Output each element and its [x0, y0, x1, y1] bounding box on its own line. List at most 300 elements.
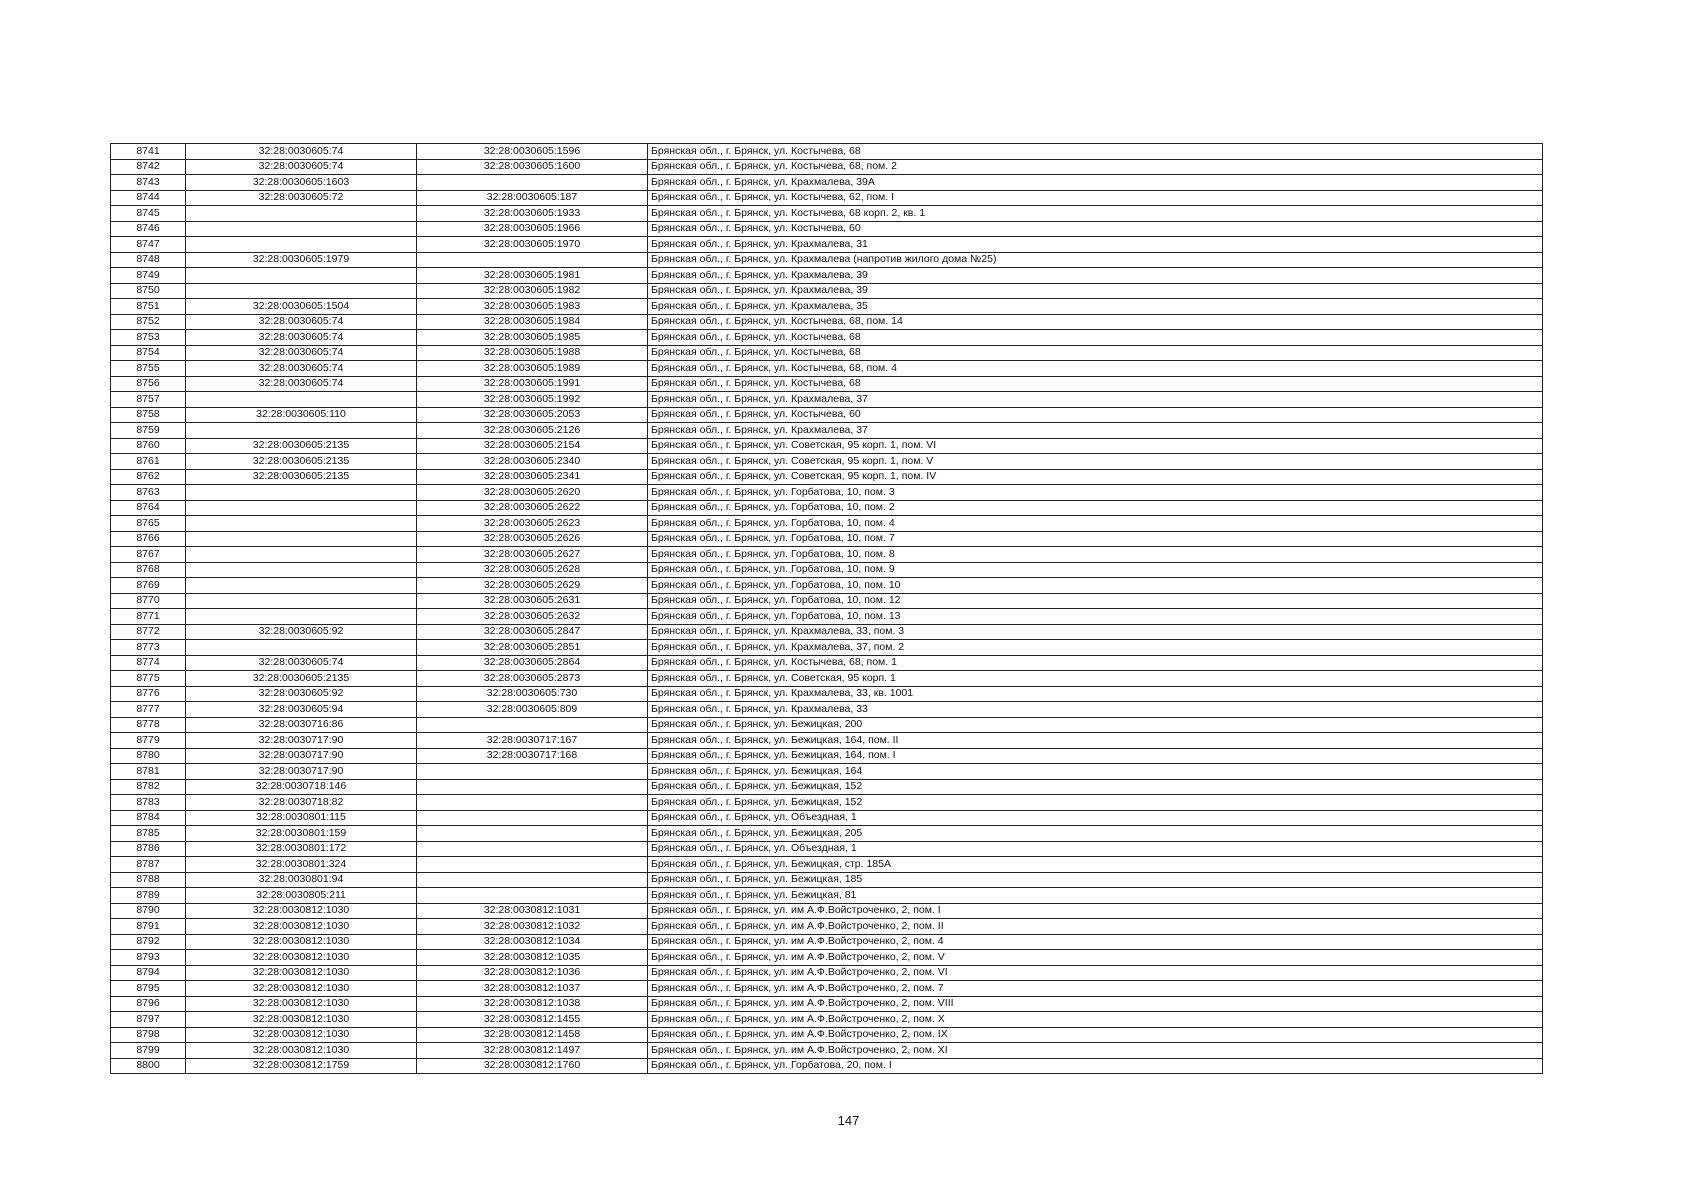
cadastral-number-cell: 32:28:0030812:1032: [417, 919, 648, 935]
table-row: [111, 640, 1543, 656]
cadastral-number-cell: 32:28:0030605:2126: [417, 423, 648, 439]
parent-cadastral-number-cell: 32:28:0030812:1030: [186, 919, 417, 935]
parent-cadastral-number-cell: 32:28:0030805:211: [186, 888, 417, 904]
address-cell: Брянская обл., г. Брянск, ул. Костычева, 68: [648, 376, 1543, 392]
row-number-cell: 8742: [111, 159, 186, 175]
parent-cadastral-number-cell: 32:28:0030812:1030: [186, 950, 417, 966]
row-number-cell: 8746: [111, 221, 186, 237]
parent-cadastral-number-cell: [186, 500, 417, 516]
address-cell: Брянская обл., г. Брянск, ул. им А.Ф.Войстроченко, 2, пом. I: [648, 903, 1543, 919]
table-row: [111, 159, 1543, 175]
parent-cadastral-number-cell: [186, 206, 417, 222]
row-number-cell: 8759: [111, 423, 186, 439]
row-number-cell: 8798: [111, 1027, 186, 1043]
table-row: [111, 996, 1543, 1012]
cadastral-number-cell: 32:28:0030812:1497: [417, 1043, 648, 1059]
table-row: [111, 531, 1543, 547]
address-cell: Брянская обл., г. Брянск, ул. Крахмалева, 35: [648, 299, 1543, 315]
row-number-cell: 8797: [111, 1012, 186, 1028]
row-number-cell: 8760: [111, 438, 186, 454]
row-number-cell: 8779: [111, 733, 186, 749]
address-cell: Брянская обл., г. Брянск, ул. Бежицкая, 81: [648, 888, 1543, 904]
address-cell: Брянская обл., г. Брянск, ул. Крахмалева, 37, пом. 2: [648, 640, 1543, 656]
table-row: [111, 733, 1543, 749]
cadastral-number-cell: 32:28:0030605:1981: [417, 268, 648, 284]
table-row: [111, 857, 1543, 873]
address-cell: Брянская обл., г. Брянск, ул. им А.Ф.Войстроченко, 2, пом. V: [648, 950, 1543, 966]
register-body: [111, 144, 1543, 1074]
parent-cadastral-number-cell: 32:28:0030605:94: [186, 702, 417, 718]
parent-cadastral-number-cell: [186, 531, 417, 547]
address-cell: Брянская обл., г. Брянск, ул. Костычева, 62, пом. I: [648, 190, 1543, 206]
cadastral-number-cell: 32:28:0030605:2629: [417, 578, 648, 594]
parent-cadastral-number-cell: [186, 237, 417, 253]
table-row: [111, 810, 1543, 826]
row-number-cell: 8799: [111, 1043, 186, 1059]
cadastral-number-cell: 32:28:0030605:2622: [417, 500, 648, 516]
row-number-cell: 8773: [111, 640, 186, 656]
row-number-cell: 8784: [111, 810, 186, 826]
parent-cadastral-number-cell: [186, 547, 417, 563]
parent-cadastral-number-cell: 32:28:0030605:74: [186, 159, 417, 175]
row-number-cell: 8787: [111, 857, 186, 873]
row-number-cell: 8752: [111, 314, 186, 330]
address-cell: Брянская обл., г. Брянск, ул. Горбатова, 10, пом. 13: [648, 609, 1543, 625]
address-cell: Брянская обл., г. Брянск, ул. Костычева, 68: [648, 345, 1543, 361]
row-number-cell: 8772: [111, 624, 186, 640]
row-number-cell: 8754: [111, 345, 186, 361]
cadastral-number-cell: 32:28:0030717:167: [417, 733, 648, 749]
cadastral-number-cell: 32:28:0030605:2340: [417, 454, 648, 470]
cadastral-number-cell: [417, 175, 648, 191]
address-cell: Брянская обл., г. Брянск, ул. им А.Ф.Войстроченко, 2, пом. 7: [648, 981, 1543, 997]
address-cell: Брянская обл., г. Брянск, ул. Костычева, 68: [648, 144, 1543, 160]
row-number-cell: 8767: [111, 547, 186, 563]
parent-cadastral-number-cell: 32:28:0030801:94: [186, 872, 417, 888]
table-row: [111, 376, 1543, 392]
parent-cadastral-number-cell: 32:28:0030812:1030: [186, 903, 417, 919]
table-row: [111, 686, 1543, 702]
row-number-cell: 8774: [111, 655, 186, 671]
table-row: [111, 841, 1543, 857]
parent-cadastral-number-cell: [186, 283, 417, 299]
cadastral-number-cell: 32:28:0030605:730: [417, 686, 648, 702]
address-cell: Брянская обл., г. Брянск, ул. Объездная, 1: [648, 841, 1543, 857]
cadastral-number-cell: 32:28:0030812:1037: [417, 981, 648, 997]
table-row: [111, 748, 1543, 764]
parent-cadastral-number-cell: 32:28:0030605:74: [186, 655, 417, 671]
row-number-cell: 8763: [111, 485, 186, 501]
parent-cadastral-number-cell: 32:28:0030605:2135: [186, 438, 417, 454]
address-cell: Брянская обл., г. Брянск, ул. Костычева, 68: [648, 330, 1543, 346]
parent-cadastral-number-cell: 32:28:0030605:74: [186, 314, 417, 330]
cadastral-number-cell: 32:28:0030812:1035: [417, 950, 648, 966]
parent-cadastral-number-cell: 32:28:0030812:1030: [186, 934, 417, 950]
address-cell: Брянская обл., г. Брянск, ул. Крахмалева, 33: [648, 702, 1543, 718]
cadastral-number-cell: [417, 764, 648, 780]
row-number-cell: 8762: [111, 469, 186, 485]
table-row: [111, 283, 1543, 299]
cadastral-number-cell: 32:28:0030812:1036: [417, 965, 648, 981]
cadastral-number-cell: 32:28:0030605:2627: [417, 547, 648, 563]
address-cell: Брянская обл., г. Брянск, ул. Бежицкая, стр. 185А: [648, 857, 1543, 873]
address-cell: Брянская обл., г. Брянск, ул. Горбатова, 10, пом. 3: [648, 485, 1543, 501]
cadastral-number-cell: 32:28:0030812:1760: [417, 1058, 648, 1074]
table-row: [111, 469, 1543, 485]
row-number-cell: 8781: [111, 764, 186, 780]
row-number-cell: 8766: [111, 531, 186, 547]
cadastral-number-cell: 32:28:0030605:2626: [417, 531, 648, 547]
table-row: [111, 237, 1543, 253]
address-cell: Брянская обл., г. Брянск, ул. Советская, 95 корп. 1, пом. V: [648, 454, 1543, 470]
cadastral-number-cell: 32:28:0030605:1596: [417, 144, 648, 160]
row-number-cell: 8756: [111, 376, 186, 392]
address-cell: Брянская обл., г. Брянск, ул. Костычева, 68, пом. 14: [648, 314, 1543, 330]
address-cell: Брянская обл., г. Брянск, ул. им А.Ф.Войстроченко, 2, пом. VI: [648, 965, 1543, 981]
cadastral-number-cell: 32:28:0030605:1989: [417, 361, 648, 377]
row-number-cell: 8741: [111, 144, 186, 160]
row-number-cell: 8778: [111, 717, 186, 733]
row-number-cell: 8770: [111, 593, 186, 609]
row-number-cell: 8743: [111, 175, 186, 191]
address-cell: Брянская обл., г. Брянск, ул. Бежицкая, 164, пом. II: [648, 733, 1543, 749]
table-row: [111, 919, 1543, 935]
address-cell: Брянская обл., г. Брянск, ул. Советская, 95 корп. 1, пом. IV: [648, 469, 1543, 485]
table-row: [111, 655, 1543, 671]
table-row: [111, 500, 1543, 516]
row-number-cell: 8789: [111, 888, 186, 904]
parent-cadastral-number-cell: 32:28:0030812:1030: [186, 1012, 417, 1028]
parent-cadastral-number-cell: 32:28:0030605:110: [186, 407, 417, 423]
cadastral-number-cell: 32:28:0030605:1970: [417, 237, 648, 253]
row-number-cell: 8777: [111, 702, 186, 718]
row-number-cell: 8761: [111, 454, 186, 470]
parent-cadastral-number-cell: 32:28:0030605:1504: [186, 299, 417, 315]
table-row: [111, 702, 1543, 718]
cadastral-number-cell: 32:28:0030605:1982: [417, 283, 648, 299]
cadastral-number-cell: 32:28:0030605:2847: [417, 624, 648, 640]
address-cell: Брянская обл., г. Брянск, ул. Бежицкая, 152: [648, 779, 1543, 795]
cadastral-number-cell: [417, 888, 648, 904]
parent-cadastral-number-cell: 32:28:0030812:1030: [186, 1043, 417, 1059]
address-cell: Брянская обл., г. Брянск, ул. Крахмалева, 33, кв. 1001: [648, 686, 1543, 702]
address-cell: Брянская обл., г. Брянск, ул. Горбатова, 10, пом. 7: [648, 531, 1543, 547]
parent-cadastral-number-cell: 32:28:0030812:1030: [186, 1027, 417, 1043]
row-number-cell: 8775: [111, 671, 186, 687]
parent-cadastral-number-cell: [186, 593, 417, 609]
address-cell: Брянская обл., г. Брянск, ул. Горбатова, 10, пом. 8: [648, 547, 1543, 563]
address-cell: Брянская обл., г. Брянск, ул. Крахмалева, 33, пом. 3: [648, 624, 1543, 640]
address-cell: Брянская обл., г. Брянск, ул. им А.Ф.Войстроченко, 2, пом. II: [648, 919, 1543, 935]
parent-cadastral-number-cell: [186, 423, 417, 439]
address-cell: Брянская обл., г. Брянск, ул. Бежицкая, 185: [648, 872, 1543, 888]
table-row: [111, 593, 1543, 609]
row-number-cell: 8757: [111, 392, 186, 408]
cadastral-number-cell: [417, 795, 648, 811]
cadastral-number-cell: 32:28:0030605:2623: [417, 516, 648, 532]
parent-cadastral-number-cell: 32:28:0030718:146: [186, 779, 417, 795]
parent-cadastral-number-cell: 32:28:0030605:2135: [186, 469, 417, 485]
cadastral-number-cell: 32:28:0030605:2631: [417, 593, 648, 609]
address-cell: Брянская обл., г. Брянск, ул. Объездная, 1: [648, 810, 1543, 826]
row-number-cell: 8765: [111, 516, 186, 532]
row-number-cell: 8780: [111, 748, 186, 764]
address-cell: Брянская обл., г. Брянск, ул. Бежицкая, 152: [648, 795, 1543, 811]
row-number-cell: 8793: [111, 950, 186, 966]
table-row: [111, 578, 1543, 594]
parent-cadastral-number-cell: 32:28:0030605:74: [186, 376, 417, 392]
table-row: [111, 872, 1543, 888]
table-row: [111, 671, 1543, 687]
address-cell: Брянская обл., г. Брянск, ул. Костычева, 68 корп. 2, кв. 1: [648, 206, 1543, 222]
address-cell: Брянская обл., г. Брянск, ул. Советская, 95 корп. 1, пом. VI: [648, 438, 1543, 454]
table-row: [111, 934, 1543, 950]
address-cell: Брянская обл., г. Брянск, ул. Крахмалева (напротив жилого дома №25): [648, 252, 1543, 268]
cadastral-number-cell: 32:28:0030812:1034: [417, 934, 648, 950]
cadastral-number-cell: 32:28:0030605:2628: [417, 562, 648, 578]
cadastral-number-cell: 32:28:0030605:1966: [417, 221, 648, 237]
parent-cadastral-number-cell: 32:28:0030605:2135: [186, 454, 417, 470]
address-cell: Брянская обл., г. Брянск, ул. Горбатова, 10, пом. 10: [648, 578, 1543, 594]
table-row: [111, 221, 1543, 237]
cadastral-number-cell: 32:28:0030605:2873: [417, 671, 648, 687]
cadastral-number-cell: [417, 717, 648, 733]
table-row: [111, 206, 1543, 222]
address-cell: Брянская обл., г. Брянск, ул. им А.Ф.Войстроченко, 2, пом. XI: [648, 1043, 1543, 1059]
table-row: [111, 1012, 1543, 1028]
cadastral-number-cell: 32:28:0030605:2341: [417, 469, 648, 485]
row-number-cell: 8745: [111, 206, 186, 222]
document-sheet: [110, 143, 1542, 1074]
parent-cadastral-number-cell: 32:28:0030605:72: [186, 190, 417, 206]
table-row: [111, 624, 1543, 640]
address-cell: Брянская обл., г. Брянск, ул. Костычева, 68, пом. 2: [648, 159, 1543, 175]
address-cell: Брянская обл., г. Брянск, ул. Крахмалева, 39: [648, 283, 1543, 299]
cadastral-number-cell: 32:28:0030605:187: [417, 190, 648, 206]
cadastral-number-cell: [417, 857, 648, 873]
row-number-cell: 8782: [111, 779, 186, 795]
address-cell: Брянская обл., г. Брянск, ул. Костычева, 68, пом. 1: [648, 655, 1543, 671]
table-row: [111, 1043, 1543, 1059]
address-cell: Брянская обл., г. Брянск, ул. Крахмалева, 31: [648, 237, 1543, 253]
parent-cadastral-number-cell: 32:28:0030812:1030: [186, 965, 417, 981]
cadastral-number-cell: [417, 826, 648, 842]
address-cell: Брянская обл., г. Брянск, ул. им А.Ф.Войстроченко, 2, пом. X: [648, 1012, 1543, 1028]
table-row: [111, 717, 1543, 733]
address-cell: Брянская обл., г. Брянск, ул. Горбатова, 10, пом. 12: [648, 593, 1543, 609]
table-row: [111, 252, 1543, 268]
row-number-cell: 8800: [111, 1058, 186, 1074]
parent-cadastral-number-cell: 32:28:0030801:172: [186, 841, 417, 857]
parent-cadastral-number-cell: 32:28:0030801:115: [186, 810, 417, 826]
cadastral-number-cell: 32:28:0030605:1984: [417, 314, 648, 330]
cadastral-number-cell: [417, 779, 648, 795]
parent-cadastral-number-cell: [186, 221, 417, 237]
row-number-cell: 8794: [111, 965, 186, 981]
address-cell: Брянская обл., г. Брянск, ул. Крахмалева, 37: [648, 423, 1543, 439]
cadastral-number-cell: 32:28:0030605:1600: [417, 159, 648, 175]
row-number-cell: 8795: [111, 981, 186, 997]
cadastral-number-cell: [417, 872, 648, 888]
table-row: [111, 454, 1543, 470]
parent-cadastral-number-cell: 32:28:0030605:92: [186, 624, 417, 640]
row-number-cell: 8771: [111, 609, 186, 625]
address-cell: Брянская обл., г. Брянск, ул. им А.Ф.Войстроченко, 2, пом. 4: [648, 934, 1543, 950]
parent-cadastral-number-cell: 32:28:0030717:90: [186, 748, 417, 764]
address-cell: Брянская обл., г. Брянск, ул. Бежицкая, 205: [648, 826, 1543, 842]
parent-cadastral-number-cell: [186, 562, 417, 578]
row-number-cell: 8776: [111, 686, 186, 702]
table-row: [111, 888, 1543, 904]
row-number-cell: 8792: [111, 934, 186, 950]
address-cell: Брянская обл., г. Брянск, ул. Горбатова, 20, пом. I: [648, 1058, 1543, 1074]
cadastral-number-cell: 32:28:0030605:2154: [417, 438, 648, 454]
cadastral-number-cell: [417, 252, 648, 268]
address-cell: Брянская обл., г. Брянск, ул. Бежицкая, 200: [648, 717, 1543, 733]
row-number-cell: 8750: [111, 283, 186, 299]
cadastral-number-cell: 32:28:0030812:1458: [417, 1027, 648, 1043]
parent-cadastral-number-cell: 32:28:0030605:2135: [186, 671, 417, 687]
parent-cadastral-number-cell: [186, 578, 417, 594]
table-row: [111, 826, 1543, 842]
table-row: [111, 485, 1543, 501]
parent-cadastral-number-cell: [186, 392, 417, 408]
cadastral-number-cell: 32:28:0030812:1038: [417, 996, 648, 1012]
row-number-cell: 8786: [111, 841, 186, 857]
address-cell: Брянская обл., г. Брянск, ул. Горбатова, 10, пом. 9: [648, 562, 1543, 578]
row-number-cell: 8769: [111, 578, 186, 594]
row-number-cell: 8758: [111, 407, 186, 423]
table-row: [111, 361, 1543, 377]
address-cell: Брянская обл., г. Брянск, ул. Крахмалева, 39А: [648, 175, 1543, 191]
address-cell: Брянская обл., г. Брянск, ул. им А.Ф.Войстроченко, 2, пом. VIII: [648, 996, 1543, 1012]
table-row: [111, 950, 1543, 966]
property-register-table: [110, 143, 1543, 1074]
parent-cadastral-number-cell: 32:28:0030605:74: [186, 330, 417, 346]
row-number-cell: 8747: [111, 237, 186, 253]
row-number-cell: 8783: [111, 795, 186, 811]
cadastral-number-cell: 32:28:0030605:2632: [417, 609, 648, 625]
page-number: 147: [837, 1113, 860, 1128]
address-cell: Брянская обл., г. Брянск, ул. Бежицкая, 164, пом. I: [648, 748, 1543, 764]
parent-cadastral-number-cell: [186, 640, 417, 656]
table-row: [111, 407, 1543, 423]
row-number-cell: 8753: [111, 330, 186, 346]
table-row: [111, 764, 1543, 780]
address-cell: Брянская обл., г. Брянск, ул. Горбатова, 10, пом. 4: [648, 516, 1543, 532]
address-cell: Брянская обл., г. Брянск, ул. им А.Ф.Войстроченко, 2, пом. IX: [648, 1027, 1543, 1043]
table-row: [111, 981, 1543, 997]
row-number-cell: 8748: [111, 252, 186, 268]
table-row: [111, 268, 1543, 284]
row-number-cell: 8749: [111, 268, 186, 284]
cadastral-number-cell: 32:28:0030717:168: [417, 748, 648, 764]
table-row: [111, 423, 1543, 439]
cadastral-number-cell: 32:28:0030605:2620: [417, 485, 648, 501]
table-row: [111, 779, 1543, 795]
parent-cadastral-number-cell: 32:28:0030718:82: [186, 795, 417, 811]
cadastral-number-cell: 32:28:0030605:1991: [417, 376, 648, 392]
address-cell: Брянская обл., г. Брянск, ул. Костычева, 68, пом. 4: [648, 361, 1543, 377]
parent-cadastral-number-cell: 32:28:0030605:92: [186, 686, 417, 702]
address-cell: Брянская обл., г. Брянск, ул. Крахмалева, 39: [648, 268, 1543, 284]
table-row: [111, 190, 1543, 206]
table-row: [111, 345, 1543, 361]
table-row: [111, 330, 1543, 346]
parent-cadastral-number-cell: 32:28:0030812:1030: [186, 981, 417, 997]
cadastral-number-cell: 32:28:0030605:1933: [417, 206, 648, 222]
table-row: [111, 144, 1543, 160]
table-row: [111, 547, 1543, 563]
parent-cadastral-number-cell: 32:28:0030801:324: [186, 857, 417, 873]
row-number-cell: 8751: [111, 299, 186, 315]
row-number-cell: 8790: [111, 903, 186, 919]
address-cell: Брянская обл., г. Брянск, ул. Костычева, 60: [648, 221, 1543, 237]
table-row: [111, 903, 1543, 919]
address-cell: Брянская обл., г. Брянск, ул. Горбатова, 10, пом. 2: [648, 500, 1543, 516]
table-row: [111, 562, 1543, 578]
table-row: [111, 438, 1543, 454]
row-number-cell: 8768: [111, 562, 186, 578]
cadastral-number-cell: 32:28:0030605:2053: [417, 407, 648, 423]
parent-cadastral-number-cell: [186, 609, 417, 625]
parent-cadastral-number-cell: 32:28:0030812:1030: [186, 996, 417, 1012]
table-row: [111, 314, 1543, 330]
cadastral-number-cell: [417, 841, 648, 857]
row-number-cell: 8791: [111, 919, 186, 935]
cadastral-number-cell: 32:28:0030605:2851: [417, 640, 648, 656]
parent-cadastral-number-cell: 32:28:0030716:86: [186, 717, 417, 733]
address-cell: Брянская обл., г. Брянск, ул. Крахмалева, 37: [648, 392, 1543, 408]
table-row: [111, 299, 1543, 315]
row-number-cell: 8796: [111, 996, 186, 1012]
row-number-cell: 8788: [111, 872, 186, 888]
table-row: [111, 175, 1543, 191]
parent-cadastral-number-cell: [186, 268, 417, 284]
parent-cadastral-number-cell: 32:28:0030717:90: [186, 764, 417, 780]
cadastral-number-cell: 32:28:0030605:1983: [417, 299, 648, 315]
parent-cadastral-number-cell: 32:28:0030605:74: [186, 144, 417, 160]
address-cell: Брянская обл., г. Брянск, ул. Костычева, 60: [648, 407, 1543, 423]
address-cell: Брянская обл., г. Брянск, ул. Советская, 95 корп. 1: [648, 671, 1543, 687]
cadastral-number-cell: 32:28:0030605:1992: [417, 392, 648, 408]
parent-cadastral-number-cell: 32:28:0030812:1759: [186, 1058, 417, 1074]
parent-cadastral-number-cell: 32:28:0030801:159: [186, 826, 417, 842]
row-number-cell: 8744: [111, 190, 186, 206]
table-row: [111, 516, 1543, 532]
parent-cadastral-number-cell: [186, 485, 417, 501]
table-row: [111, 1027, 1543, 1043]
cadastral-number-cell: 32:28:0030812:1031: [417, 903, 648, 919]
row-number-cell: 8755: [111, 361, 186, 377]
cadastral-number-cell: 32:28:0030605:1985: [417, 330, 648, 346]
cadastral-number-cell: 32:28:0030812:1455: [417, 1012, 648, 1028]
parent-cadastral-number-cell: 32:28:0030717:90: [186, 733, 417, 749]
parent-cadastral-number-cell: 32:28:0030605:1979: [186, 252, 417, 268]
cadastral-number-cell: 32:28:0030605:1988: [417, 345, 648, 361]
cadastral-number-cell: 32:28:0030605:809: [417, 702, 648, 718]
cadastral-number-cell: 32:28:0030605:2864: [417, 655, 648, 671]
table-row: [111, 392, 1543, 408]
parent-cadastral-number-cell: 32:28:0030605:74: [186, 345, 417, 361]
row-number-cell: 8785: [111, 826, 186, 842]
table-row: [111, 609, 1543, 625]
cadastral-number-cell: [417, 810, 648, 826]
table-row: [111, 1058, 1543, 1074]
table-row: [111, 795, 1543, 811]
table-row: [111, 965, 1543, 981]
parent-cadastral-number-cell: 32:28:0030605:74: [186, 361, 417, 377]
